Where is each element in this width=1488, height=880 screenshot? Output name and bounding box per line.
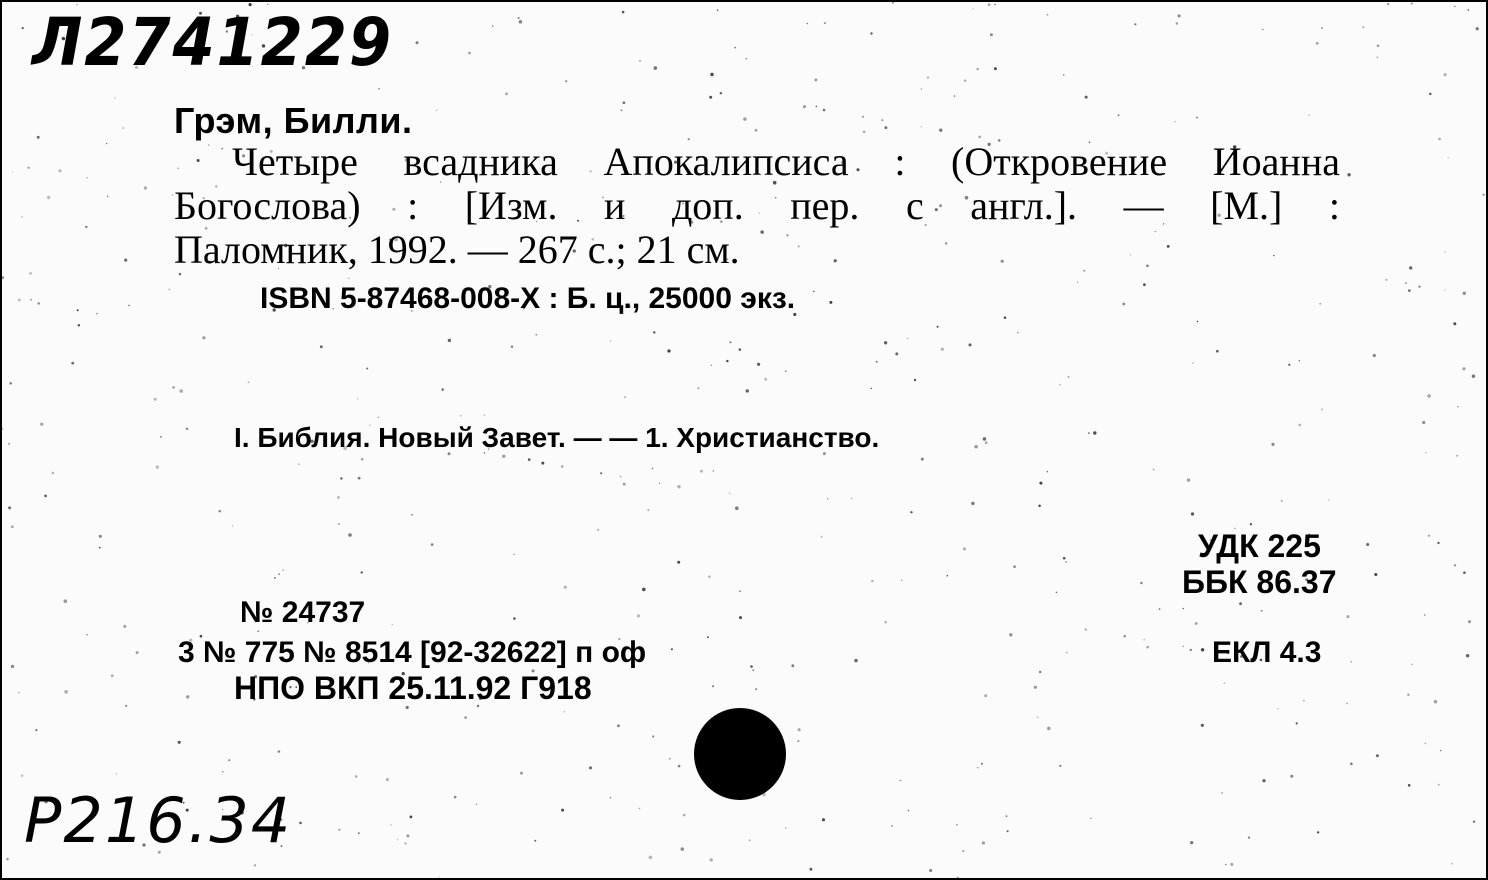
handwritten-call-number-top (32, 4, 393, 81)
print-order-line: 3 № 775 № 8514 [92-32622] п оф (178, 636, 647, 669)
call-number-prefix: Л274 (32, 4, 217, 81)
punch-hole (694, 708, 786, 800)
isbn-line: ISBN 5-87468-008-X : Б. ц., 25000 экз. (260, 282, 796, 315)
card-number: № 24737 (240, 596, 366, 629)
udk-code: УДК 225 (1198, 528, 1321, 564)
handwritten-call-number-bottom: P216.34 (24, 784, 293, 857)
title-line-2: Богослова) : [Изм. и доп. пер. с англ.]. — [М.] : (174, 183, 1340, 228)
bbk-code: ББК 86.37 (1182, 564, 1337, 600)
title-line-1: Четыре всадника Апокалипсиса : (Откровение Иоанна (232, 139, 1340, 184)
call-number-overlined: 1229 (217, 0, 393, 81)
title-line-3: Паломник, 1992. — 267 с.; 21 см. (174, 227, 740, 272)
subject-headings: I. Библия. Новый Завет. — — 1. Христианство. (234, 422, 880, 453)
ekl-code: ЕКЛ 4.3 (1212, 636, 1322, 669)
title-description (174, 140, 1340, 272)
publisher-line: НПО ВКП 25.11.92 Г918 (234, 670, 592, 706)
author-heading: Грэм, Билли. (174, 100, 413, 141)
